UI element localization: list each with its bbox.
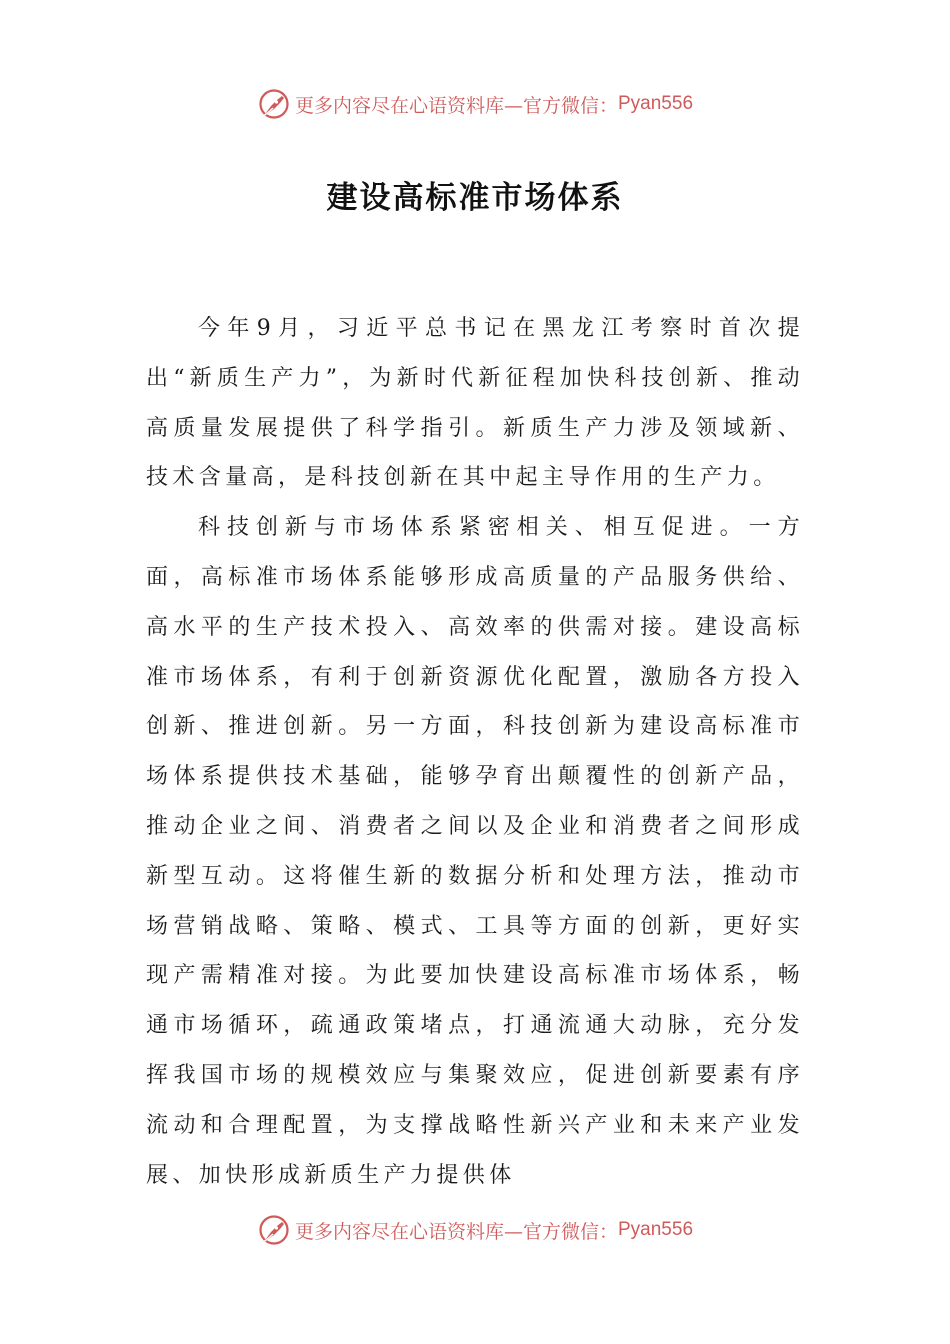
document-title: 建设高标准市场体系 [326,180,624,216]
banner-wechat-account: Pyan556 [618,93,694,114]
banner-wechat-account: Pyan556 [618,1219,694,1240]
pen-nib-icon [257,1213,291,1247]
pen-nib-icon [257,87,291,121]
header-watermark-banner [0,84,950,124]
footer-watermark-banner [0,1210,950,1250]
banner-site-text: 更多内容尽在心语资料库—官方微信： [294,94,618,117]
paragraph-1: 今年9月，习近平总书记在黑龙江考察时首次提出“新质生产力”，为新时代新征程加快科技创新、推动高质量发展提供了科学指引。新质生产力涉及领域新、技术含量高，是科技创新在其中起主导作用的生产力。 [146,316,804,491]
banner-site-text: 更多内容尽在心语资料库—官方微信： [294,1220,618,1243]
paragraph-2: 科技创新与市场体系紧密相关、相互促进。一方面，高标准市场体系能够形成高质量的产品服务供给、高水平的生产技术投入、高效率的供需对接。建设高标准市场体系，有利于创新资源优化配置，激励各方投入创新、推进创新。另一方面，科技创新为建设高标准市场体系提供技术基础，能够孕育出颠覆性的创新产品，推动企业之间、消费者之间以及企业和消费者之间形成新型互动。这将催生新的数据分析和处理方法，推动市场营销战略、策略、模式、工具等方面的创新，更好实现产需精准对接。为此要加快建设高标准市场体系，畅通市场循环，疏通政策堵点，打通流通大动脉，充分发挥我国市场的规模效应与集聚效应，促进创新要素有序流动和合理配置，为支撑战略性新兴产业和未来产业发展、加快形成新质生产力提供体 [146,515,804,1188]
document-body [146,304,804,1200]
